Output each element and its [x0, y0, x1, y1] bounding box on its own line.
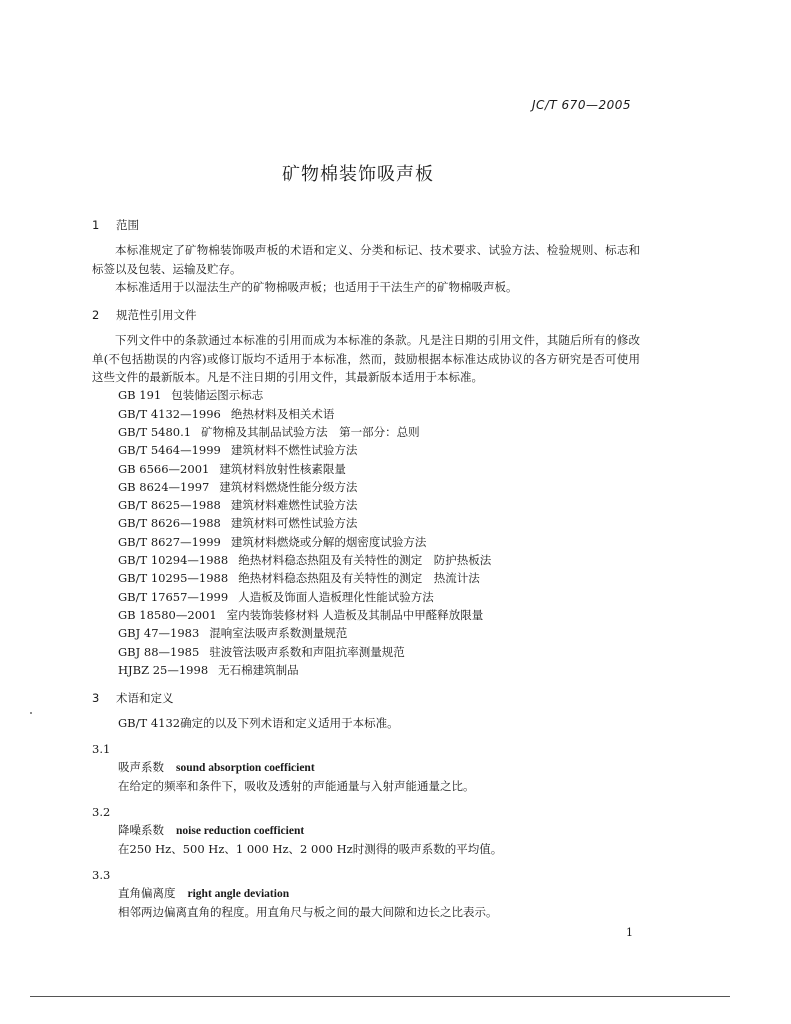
reference-title: 建筑材料放射性核素限量 — [219, 461, 346, 476]
term-number: 3.3 — [92, 867, 111, 882]
references-intro: 下列文件中的条款通过本标准的引用而成为本标准的条款。凡是注日期的引用文件，其随后所有的修改单(不包括勘误的内容)或修订版均不适用于本标准，然而，鼓励根据本标准达成协议的各方研究是否可使用这些文件的最新版本。凡是不注日期的引用文件，其最新版本适用于本标准。 — [92, 333, 640, 385]
reference-item — [118, 661, 640, 679]
reference-item — [118, 643, 640, 661]
section-2-heading — [92, 306, 640, 324]
standard-code: JC/T 670—2005 — [531, 98, 631, 112]
section-title: 术语和定义 — [116, 691, 174, 706]
reference-code: HJBZ 25—1998 — [118, 662, 209, 677]
section-number: 1 — [92, 218, 100, 232]
scope-paragraph: 本标准规定了矿物棉装饰吸声板的术语和定义、分类和标记、技术要求、试验方法、检验规则、标志和标签以及包装、运输及贮存。 — [92, 243, 640, 276]
section-title: 规范性引用文件 — [116, 308, 197, 323]
section-3-heading — [92, 689, 640, 707]
term-definition: 相邻两边偏离直角的程度。用直角尺与板之间的最大间隙和边长之比表示。 — [118, 905, 498, 920]
reference-item — [118, 496, 640, 514]
terms-intro: GB/T 4132确定的以及下列术语和定义适用于本标准。 — [118, 716, 399, 731]
section-number: 3 — [92, 691, 100, 706]
document-title: 矿物棉装饰吸声板 — [282, 164, 434, 185]
reference-title: 绝热材料及相关术语 — [230, 406, 335, 421]
term-name — [92, 884, 640, 903]
section-number: 2 — [92, 308, 100, 323]
reference-code: GB/T 8626—1988 — [118, 516, 221, 531]
reference-title: 包装储运图示标志 — [171, 388, 264, 403]
reference-item — [118, 441, 640, 459]
reference-code: GB/T 5480.1 — [118, 424, 192, 439]
reference-item — [118, 460, 640, 478]
reference-code: GB/T 17657—1999 — [118, 589, 229, 604]
reference-code: GB 8624—1997 — [118, 479, 210, 494]
reference-code: GB/T 8627—1999 — [118, 534, 221, 549]
reference-title: 矿物棉及其制品试验方法 第一部分：总则 — [201, 424, 420, 439]
reference-item — [118, 569, 640, 587]
reference-code: GB 18580—2001 — [118, 607, 217, 622]
reference-code: GB 6566—2001 — [118, 461, 210, 476]
reference-title: 绝热材料稳态热阻及有关特性的测定 防护热板法 — [238, 553, 492, 568]
reference-list — [92, 386, 640, 679]
reference-code: GB 191 — [118, 388, 162, 403]
scope-paragraph: 本标准适用于以湿法生产的矿物棉吸声板；也适用于干法生产的矿物棉吸声板。 — [115, 279, 518, 294]
reference-title: 无石棉建筑制品 — [218, 662, 299, 677]
scan-bottom-line — [30, 996, 730, 997]
term-en: right angle deviation — [187, 887, 290, 900]
term-zh: 吸声系数 — [118, 760, 164, 775]
reference-code: GBJ 88—1985 — [118, 644, 200, 659]
reference-code: GB/T 10294—1988 — [118, 553, 229, 568]
reference-code: GB/T 4132—1996 — [118, 406, 221, 421]
reference-title: 人造板及饰面人造板理化性能试验方法 — [238, 589, 434, 604]
reference-title: 室内装饰装修材料 人造板及其制品中甲醛释放限量 — [226, 607, 484, 622]
reference-item — [118, 624, 640, 642]
term-definition: 在给定的频率和条件下，吸收及透射的声能通量与入射声能通量之比。 — [118, 779, 475, 794]
reference-title: 建筑材料燃烧或分解的烟密度试验方法 — [230, 534, 427, 549]
reference-item — [118, 423, 640, 441]
term-zh: 直角偏离度 — [118, 885, 176, 900]
reference-title: 建筑材料可燃性试验方法 — [230, 516, 358, 531]
reference-item — [118, 386, 640, 404]
term-name — [92, 758, 640, 777]
reference-code: GB/T 10295—1988 — [118, 571, 229, 586]
term-en: noise reduction coefficient — [176, 824, 305, 837]
reference-title: 建筑材料燃烧性能分级方法 — [219, 479, 358, 494]
reference-code: GB/T 8625—1988 — [118, 498, 221, 513]
page-number: 1 — [626, 926, 633, 939]
reference-item — [118, 606, 640, 624]
term-zh: 降噪系数 — [118, 822, 164, 837]
reference-title: 建筑材料难燃性试验方法 — [230, 498, 358, 513]
term-definition: 在250 Hz、500 Hz、1 000 Hz、2 000 Hz时测得的吸声系数的平均值。 — [118, 842, 503, 857]
reference-item — [118, 514, 640, 532]
reference-item — [118, 405, 640, 423]
reference-item — [118, 533, 640, 551]
reference-item — [118, 588, 640, 606]
reference-code: GBJ 47—1983 — [118, 626, 200, 641]
scan-speck — [30, 712, 32, 714]
reference-title: 驻波管法吸声系数和声阻抗率测量规范 — [209, 644, 405, 659]
section-title: 范围 — [116, 218, 139, 232]
reference-title: 建筑材料不燃性试验方法 — [230, 443, 358, 458]
term-en: sound absorption coefficient — [176, 762, 315, 775]
reference-item — [118, 478, 640, 496]
section-1-heading — [92, 216, 640, 234]
document-body — [92, 216, 640, 921]
term-number: 3.1 — [92, 741, 111, 756]
reference-title: 混响室法吸声系数测量规范 — [209, 626, 348, 641]
term-name — [92, 821, 640, 840]
reference-item — [118, 551, 640, 569]
reference-title: 绝热材料稳态热阻及有关特性的测定 热流计法 — [238, 571, 480, 586]
term-number: 3.2 — [92, 804, 111, 819]
reference-code: GB/T 5464—1999 — [118, 443, 221, 458]
